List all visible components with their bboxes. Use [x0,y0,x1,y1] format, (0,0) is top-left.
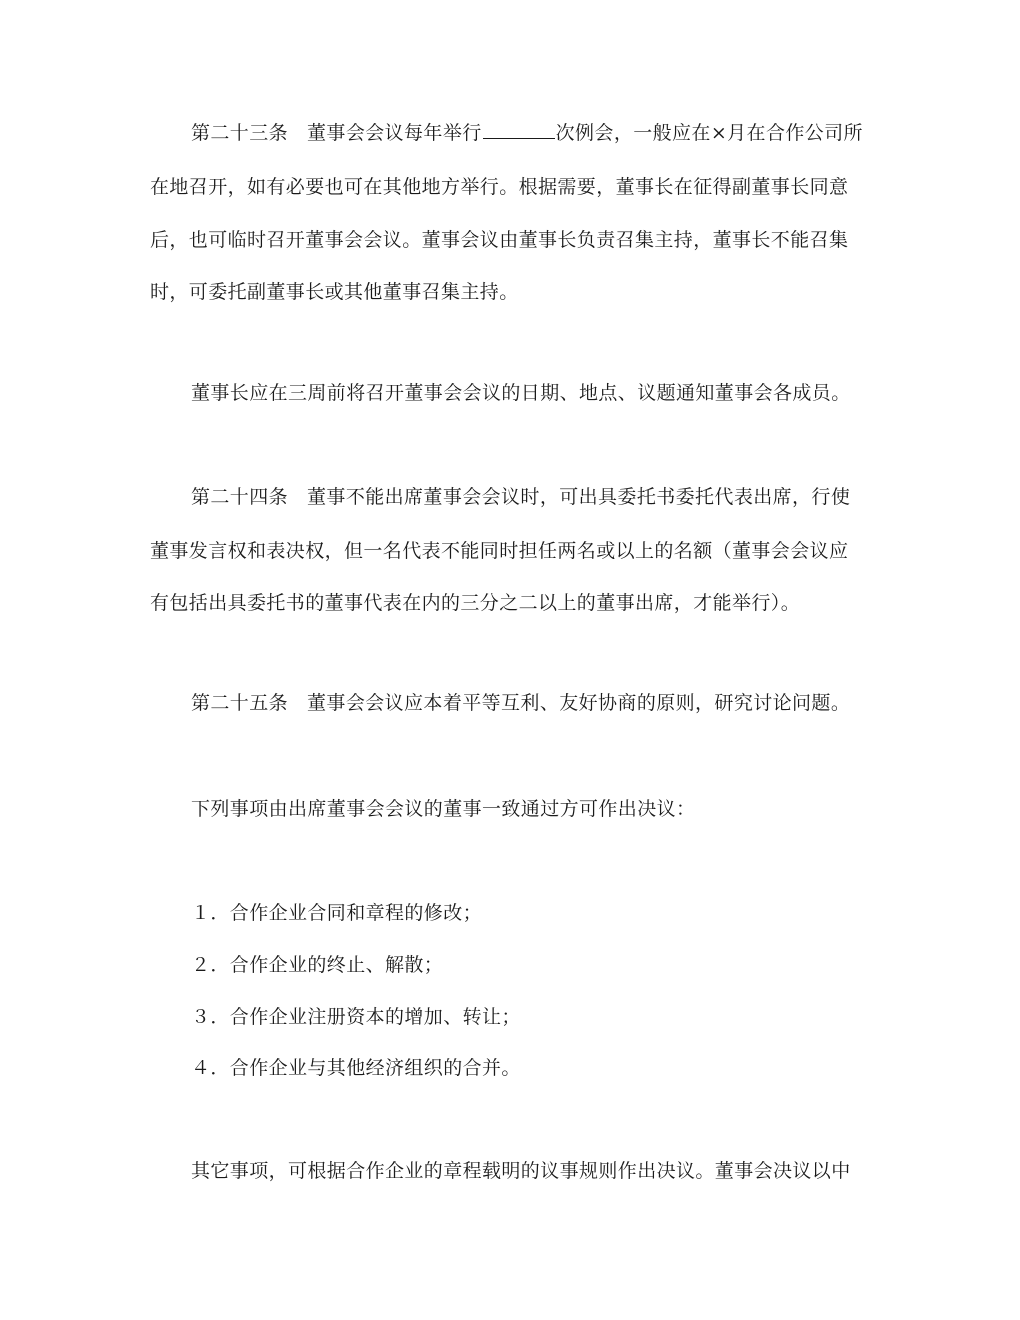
list-item: ４．合作企业与其他经济组织的合并。 [191,1057,521,1079]
article-24-line-2: 董事发言权和表决权，但一名代表不能同时担任两名或以上的名额（董事会会议应 [150,540,849,562]
fill-in-blank [483,120,555,139]
list-item: １．合作企业合同和章程的修改； [191,902,483,924]
article-23-heading: 第二十三条 [191,122,289,144]
article-24-line-1: 第二十四条 董事不能出席董事会会议时，可出具委托书委托代表出席，行使 [191,486,851,508]
article-24-heading: 第二十四条 [191,486,289,508]
article-23-line-4: 时，可委托副董事长或其他董事召集主持。 [150,281,519,303]
article-23-line-1: 第二十三条 董事会会议每年举行 次例会，一般应在×月在合作公司所 [191,122,863,144]
notice-paragraph: 董事长应在三周前将召开董事会会议的日期、地点、议题通知董事会各成员。 [191,382,851,404]
article-23-line-2: 在地召开，如有必要也可在其他地方举行。根据需要，董事长在征得副董事长同意 [150,176,849,198]
list-item: ３．合作企业注册资本的增加、转让； [191,1006,521,1028]
list-item: ２．合作企业的终止、解散； [191,954,444,976]
article-25-heading: 第二十五条 [191,692,289,714]
other-matters-paragraph: 其它事项，可根据合作企业的章程载明的议事规则作出决议。董事会决议以中 [191,1160,851,1182]
article-25-line-1: 第二十五条 董事会会议应本着平等互利、友好协商的原则，研究讨论问题。 [191,692,851,714]
article-24-line-3: 有包括出具委托书的董事代表在内的三分之二以上的董事出席，才能举行）。 [150,592,801,614]
unanimous-intro: 下列事项由出席董事会会议的董事一致通过方可作出决议： [191,798,696,820]
article-23-line-3: 后，也可临时召开董事会会议。董事会议由董事长负责召集主持，董事长不能召集 [150,229,849,251]
